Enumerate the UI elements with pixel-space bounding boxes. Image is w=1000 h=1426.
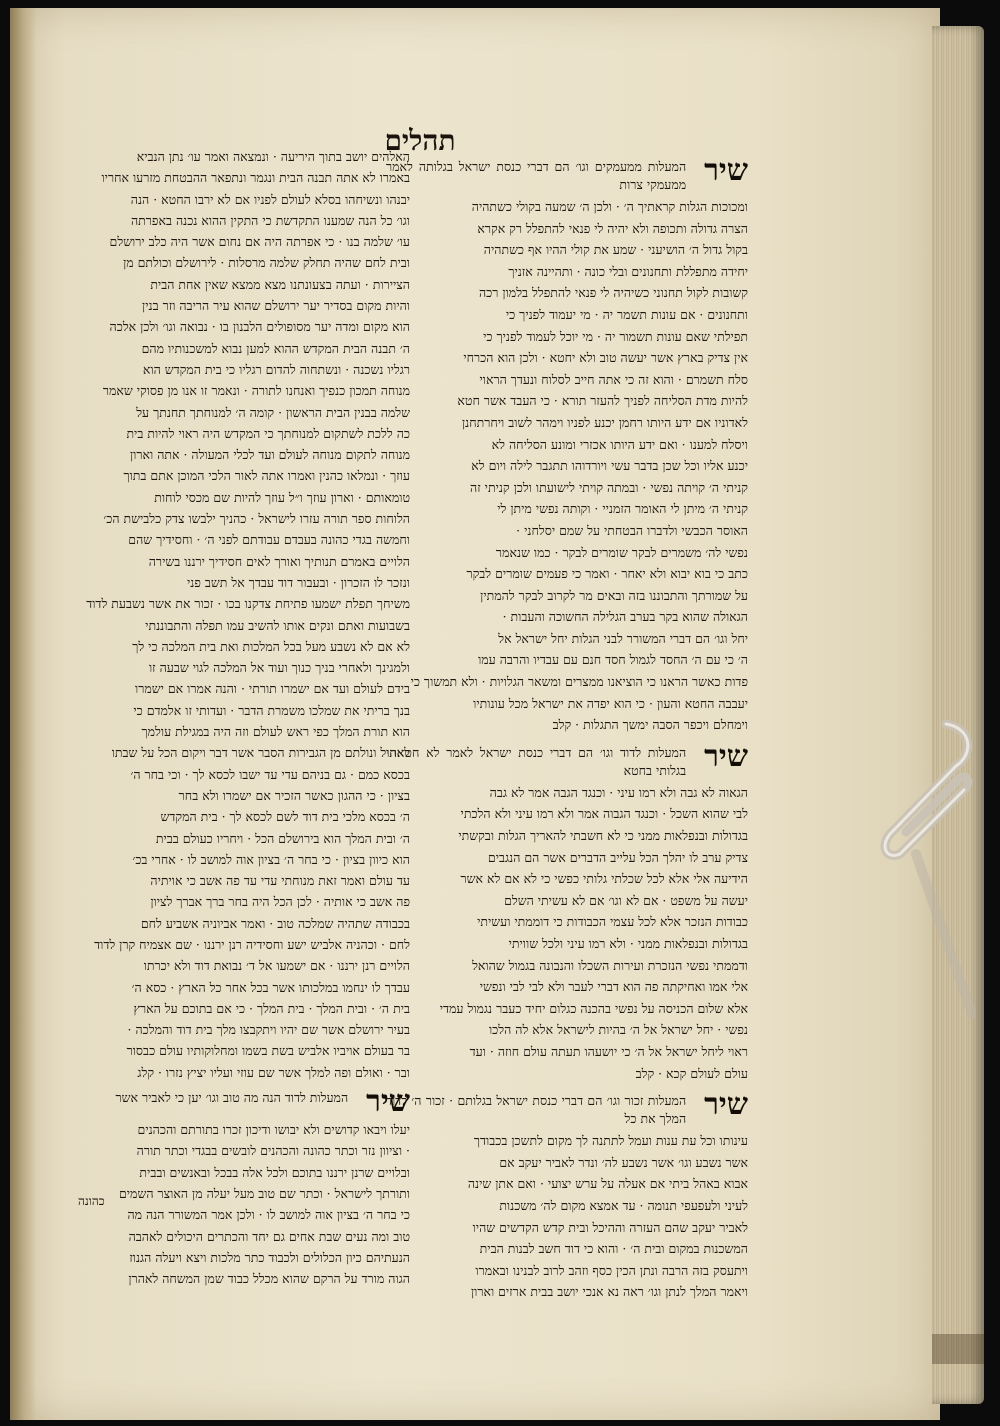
text-line: יחידה מתפללת ותחנונים ובלי כונה · ותהיינה אזניך: [508, 263, 748, 279]
text-line: האוסר הכבשי ולדברו הבטחתי על שמם יסלחני ·: [516, 522, 748, 538]
binding-gutter: [10, 8, 36, 1420]
text-line: בנך בריתי את שמלכו משמרת הדבר · ועדותי זו אלמדם כי: [133, 702, 410, 718]
text-line: הוא מקום ומדה יער מסופולים הלבנון בו · נבואה וגו׳ ולכן אלכה: [109, 319, 410, 335]
text-line: בכבודה שתהיה שמלכה טוב · ואמר אביוניה אשביע לחם: [140, 915, 410, 931]
text-line: בגדולות ובנפלאות ממני · ולא רמו עיני ולכל שוויתי: [508, 936, 748, 951]
text-line: המשכנות במקום ובית ה׳ · והוא כי דוד חשב לבנות הבית: [479, 1241, 748, 1257]
psalm-block-1: [386, 153, 748, 736]
text-line: הציירות · ועתה בצעונתנו מצא ממצא שאין אחת הבית: [150, 276, 410, 292]
text-line: הוא תורת המלך כפי ראש לעולם וזה היה במגילת עולמך: [141, 724, 410, 740]
psalm-block-3: [386, 1087, 748, 1303]
text-line: ה׳ תבנה הבית המקדש ההוא למען נבוא למשכנותיו מהם: [141, 340, 410, 356]
text-line: ראוי ליחל ישראל אל ה׳ כי יושעהו תעתה עולם חוזה · ועד: [469, 1043, 748, 1059]
block-head: [386, 153, 748, 194]
text-line: בר בעולם אויביו אלביש בשת בשמו ומחלוקותיו עולם כבסור: [126, 1043, 410, 1059]
text-line: הלויים באמרם תנותיך ואורך לאים חסידיך ירננו בשירה: [148, 553, 410, 569]
left-column: [64, 146, 410, 1295]
text-line: לעיני ולעפעפי תנומה · עד אמצא מקום לה׳ משכנות: [499, 1197, 748, 1213]
text-line: והיות מקום בסדיר יער ירושלם שהוא עיר הריבה וזר בנין: [142, 298, 410, 314]
text-line: ונזכר לו הזכרון · ובעבור דוד עבדך אל תשב פני: [187, 574, 410, 590]
paper-clip-icon: [876, 714, 976, 1034]
text-line: האלהים יושב בתוך היריעה · ונמצאה ואמר עו׳ נתן הנביא: [136, 149, 410, 164]
text-line: בכסא כמם · גם בניהם עדי עד ישבו לכסא לך · וכי בחר ה׳: [130, 766, 410, 782]
text-line: ויתעסק בזה הרבה ונתן הכין כסף וזהב לרוב לבנינו ובאמרו: [475, 1262, 748, 1278]
block-head-text: המעלות זכור וגו׳ הם דברי כנסת ישראל בגלותם · זכור ה׳ לדוד המלך את כל: [386, 1093, 687, 1127]
text-line: טומאותם · וארון עוזך ו״ל עוזך להיות שם מכסי לוחות: [154, 489, 410, 505]
text-line: לחם · וכהניה אלביש ישע וחסידיה רנן ירננו · שם אצמיח קרן לדוד: [94, 936, 410, 952]
text-line: הלוחות ספר תורה עזרו לישראל · כהניך ילבשו צדק כלבישת הכ׳: [103, 511, 410, 527]
block-lines: [386, 782, 748, 1084]
text-line: ויאמר המלך לנתן וגו׳ ראה נא אנכי יושב בבית ארזים וארון: [470, 1284, 748, 1300]
text-line: ה׳ בכסא מלכי בית דוד לשם לכסא לך · בית המקדש: [160, 809, 410, 825]
text-line: בשבועות ואתם ונקים אותו להשיב עמו תפלה והתבוננתי: [145, 617, 410, 633]
text-line: כה ללכת לשתקום למנוחתך כי המקדש היה ראוי להיות בית: [126, 425, 410, 441]
text-line: כי בחר ה׳ בציון אוה למושב לו · ולכן אמר המשורר הנה מה: [127, 1207, 410, 1223]
text-line: יעבבה החטא והעון · כי הוא יפדה את ישראל מכל עונותיו: [473, 695, 748, 711]
text-line: יעשה על משפט · אם לא וגו׳ אם לא עשיתי השלם: [504, 892, 748, 908]
text-line: תפילתי שאם עונות תשמור יה · מי יוכל לעמוד לפניך כי: [483, 328, 748, 344]
text-line: לא אם לא נשבע מעל בכל המלכות ואת בית המלכה כי לך: [132, 638, 410, 654]
text-line: משיחך תפלת ישמעו פתיחת צדקנו בכו · זכור את אשר נשבעת לדוד: [86, 596, 410, 612]
text-line: ומכוכות הגלות קראתיך ה׳ · ולכן ה׳ שמעה בקולי כשתהיה: [471, 199, 748, 214]
block-head-text: המעלות ממעמקים וגו׳ הם דברי כנסת ישראל בגלותה לאמר ממעמקי צרות: [386, 159, 687, 192]
text-line: בידם לעולם ועד אם ישמרו תורתי · והנה אמרו אם ישמרו: [135, 681, 410, 697]
text-line: הגאוה לא גבה ולא רמו עיני · וכנגד הגבה אמר לא גבה: [489, 784, 748, 800]
text-line: יכנע אליו וכל שכן בדבר עשי ויורדוהו תתגבר לילה ויום לא: [471, 458, 748, 474]
text-line: הגאולה שהוא בקר בערב הגלילה החשוכה והעבות ·: [502, 609, 748, 625]
text-line: עינותו וכל עת ענות ועמל לתתנה לך מקום לתשכן בכבודך: [473, 1133, 748, 1149]
block-head-text: המעלות לדוד הנה מה טוב וגו׳ יען כי לאביר אשר: [115, 1090, 349, 1106]
text-line: עוזך · ונמלאו כהנין ואמרו אתה לאור הלכי המוכן אתם בתוך: [123, 468, 410, 484]
text-line: נפשי · יחל ישראל אל ה׳ בהיות לישראל אלא לה הלכו: [488, 1022, 748, 1038]
initial-word: שיר: [704, 153, 748, 188]
text-line: לאדוניו אם ידע היותו רחמן יכנע לפניו וימהר לשוב ויחרתחנן: [461, 414, 748, 430]
text-line: נפשי לה׳ משמרים לבקר שומרים לבקר · כמו שנאמר: [495, 544, 748, 560]
block-lines: [64, 1119, 410, 1289]
text-line: הידיעה אלי אלא לכל שכלתי גלותי כפשי כי לא אם לא אשר: [460, 871, 748, 887]
block-lines: [386, 1130, 748, 1303]
text-line: ותורתך לישראל · וכתר שם טוב מעל יעלה מן האוצר השמים: [118, 1185, 410, 1201]
text-line: להיות מדת הסליחה לפניך להעזר תורא · כי העבד אשר חטא: [457, 393, 748, 409]
text-line: אלי אמו ואחיקתה פה הוא דברי לעבר ולא לבי לבי ונפשי: [479, 979, 748, 995]
text-line: בקול גדול ה׳ הושיעני · שמע את קולי ההיו אף כשתהיה: [483, 242, 748, 258]
text-line: לבי שהוא השכל · וכנגד הגבוה אמר ולא רמו עיני ולא הלכתי: [460, 806, 748, 822]
right-column: [386, 153, 748, 1309]
text-line: קשובות לקול תחנוני כשיהיה לי פנאי להתפלל בלמון רכה: [478, 285, 748, 301]
text-line: עו׳ שלמה בנו · כי אפרתה היה אם נחום אשר היה כלב ירושלם: [109, 234, 410, 250]
text-line: שלמה בבנין הבית הראשון · קומה ה׳ למנוחתך תחנתך על: [136, 404, 410, 420]
text-line: וחמשה בגדי כהונה בעבדם עבודתם לפני ה׳ · וחסידיך שהם: [128, 532, 410, 548]
text-line: עבדך לו ינחמו במלכותו אשר בכל אחר כל הארץ · כסא ה׳: [131, 979, 410, 995]
initial-word: שיר: [704, 738, 748, 774]
text-line: אלא שלום הכניסה על נפשי בהכנה כגלום יחיד כעבר נגמול עמדי: [439, 1000, 748, 1016]
block-head-text: המעלות לדוד וגו׳ הם דברי כנסת ישראל לאמר לא חטאתי בגלותי בחטא: [386, 744, 687, 778]
block-lines: [386, 196, 748, 736]
text-line: לאביר יעקב שהם העזרה וההיכל ובית קדש הקדשים שהיו: [472, 1219, 748, 1235]
text-line: כבודות הנזכר אלא לכל עצמי הכבודות כי דוממתי ועשיתי: [477, 914, 748, 930]
text-line: מנוחה לתקום מנוחה לעולם ועד לכלי המעולה · אתה וארון: [130, 447, 410, 463]
block-head: [386, 1087, 748, 1128]
text-line: ה׳ כי עם ה׳ החסד לגמול חסד חנם עם עבדיו והרבה עמו: [478, 652, 748, 668]
block-head: [386, 738, 748, 780]
text-line: בית ה׳ · ובית המלך · בית המלך · כי אם בתוכם על הארץ: [133, 1000, 410, 1016]
text-line: הוא כיוון בציון · כי בחר ה׳ בציון אוה למושב לו · אחרי בכ׳: [132, 851, 410, 867]
text-line: עולם לעולם קכא · קלב: [635, 1065, 748, 1081]
text-line: באמרו לא אתה תבנה הבית ונגמר ונתפאר ההבטחת מזרעו אחריו: [101, 170, 410, 186]
text-line: פה אשב כי אותיה · לכן הכל היה בחר ברך אברך לציון: [150, 894, 410, 910]
text-line: וימחלם ויכפר הסבה ימשך התגלות · קלב: [552, 717, 748, 733]
text-line: הלויים רנן ירננו · אם ישמעו אל ד׳ נבואת דוד ולא יכרתו: [143, 958, 410, 974]
text-line: ובלויים שרנן ירננו בתוכם ולכל אלה בבכל ובאנשים ובבית: [139, 1164, 410, 1180]
initial-word: שיר: [704, 1087, 748, 1123]
text-line: הגוה מורד על הרקם שהוא מכלל כבוד שמן המשחה לאהרן: [128, 1271, 410, 1287]
text-line: אין צדיק בארץ אשר יעשה טוב ולא יחטא · ולכן הוא הכרחי: [463, 350, 748, 366]
text-line: פדות כאשר הראנו כי הוציאנו ממצרים ומשאר הגלויות · ולא תמשוך כי: [410, 674, 748, 690]
psalm-block-shir: [64, 1084, 410, 1289]
catchword: כהונה: [78, 1194, 105, 1208]
block-head: [64, 1084, 410, 1120]
text-line: רגליו נשכנה · ונשתחוה להדום רגליו כי בית המקדש הוא: [142, 361, 410, 377]
text-line: הצרה גדולה ותכופה ולא יהיה לי פנאי להתפלל רק אקרא: [477, 220, 748, 236]
psalm-block-2: [386, 738, 748, 1084]
text-line: יבנהו ונשיחהו בסלא לעולם לפניו אם לא ירבו החטא · הנה: [130, 191, 410, 207]
text-line: בעיר ירושלם אשר שם יהיו ויתקבצו מלך בית דוד והמלכה ·: [127, 1022, 410, 1038]
text-line: בגדולות ובנפלאות ממני כי לא חשבתי להאריך הגלות ובקשתי: [458, 828, 748, 844]
text-line: אבוא באהל ביתי אם אעלה על ערש יצועי · ואם אתן שינה: [467, 1176, 748, 1192]
text-line: צדיק ערב לו יהלך הכל עלייב הדברים אשר הם הנגבים: [487, 849, 748, 865]
text-line: קניתי ה׳ מיתן לי האומר הזמניי · וקותה נפשי מיתן לי: [497, 501, 748, 517]
text-line: הנעתיהם כיון הכלולים ולכבוד כתר מלכות ויצא ויעלה הגנוז: [129, 1249, 410, 1265]
text-line: וגו׳ כל הנה שמענו התקדשת כי התקין ההוא נכנה באפרתה: [130, 212, 410, 228]
text-line: מנוחה תמכון כנפיך ואנחנו לתורה · ונאמר זו אנו מן פסוקי שאמר: [102, 383, 410, 399]
text-line: על שמורתך והתבוננו בזה ובאים מר לקרוב לבקר להמתין: [480, 587, 748, 603]
text-line: אשר נשבע וגו׳ אשר נשבע לה׳ ונדר לאביר יעקב אם: [499, 1154, 748, 1170]
text-line: כתב כי בוא יבוא ולא יאחר · ואמר כי פעמים שומרים לבקר: [466, 566, 748, 582]
text-line: סלח תשמרם · והוא זה כי אתה חייב לסלוח ונעדך הראוי: [479, 371, 748, 387]
text-line: ובית לחם שהיה תחלק שלמה מרסלות · לירושלם וכולתם מן: [123, 255, 410, 271]
text-line: בציון · כי ההגון כאשר הזכיר אם ישמרו ולא בחר: [178, 787, 410, 803]
text-line: ולמגינך ולאחרי בניך כנוך ועוד אל המלכה לגוי שבעה זו: [148, 660, 410, 676]
text-line: לאהול ונולתם מן הגבירות הסבר אשר דבר ויקום הכל על שבתו: [111, 745, 410, 761]
text-line: עד עולם ואמר זאת מנוחתי עדי עד פה אשב כי אויתיה: [150, 873, 410, 889]
text-line: יחל וגו׳ הם דברי המשורר לבני הגלות יחל ישראל אל: [498, 630, 748, 646]
text-line: · וציוון נזר וכתר כהונה והכהנים לובשים בבגדי וכתר תורה: [136, 1143, 410, 1159]
text-line: קניתי ה׳ קויתה נפשי · ובמתה קויתי לישועתו ולכן קניתי זה: [470, 479, 748, 495]
left-column-lines: [64, 146, 410, 1083]
text-line: ה׳ ובית המלך הוא בירושלם הכל · ויחריו כעולם בבית: [155, 830, 410, 846]
running-head: תהלים: [384, 124, 456, 157]
text-line: יעלו ויבאו קדושים ולא יבושו ודיכון זכרו בתורתם והכהנים: [137, 1122, 410, 1138]
text-line: ובר · ואולם ופה למלך אשר שם עוזי ועליו יציץ נזרו · קלג: [137, 1064, 410, 1080]
text-line: ויסלח למענו · ואם ידע היותו אכזרי ומונע הסליחה לא: [491, 436, 748, 452]
text-line: טוב ומה נעים שבת אחים גם יחד והכתרים היכולים לאהבה: [128, 1228, 410, 1244]
text-line: ותחנונים · אם עונות תשמר יה · מי יעמוד לפניך כי: [505, 306, 748, 322]
initial-word: שיר: [366, 1084, 410, 1120]
text-line: ודממתי נפשי הנזכרת ועירות השכלו והנבונה בגמול שהואל: [472, 957, 748, 973]
